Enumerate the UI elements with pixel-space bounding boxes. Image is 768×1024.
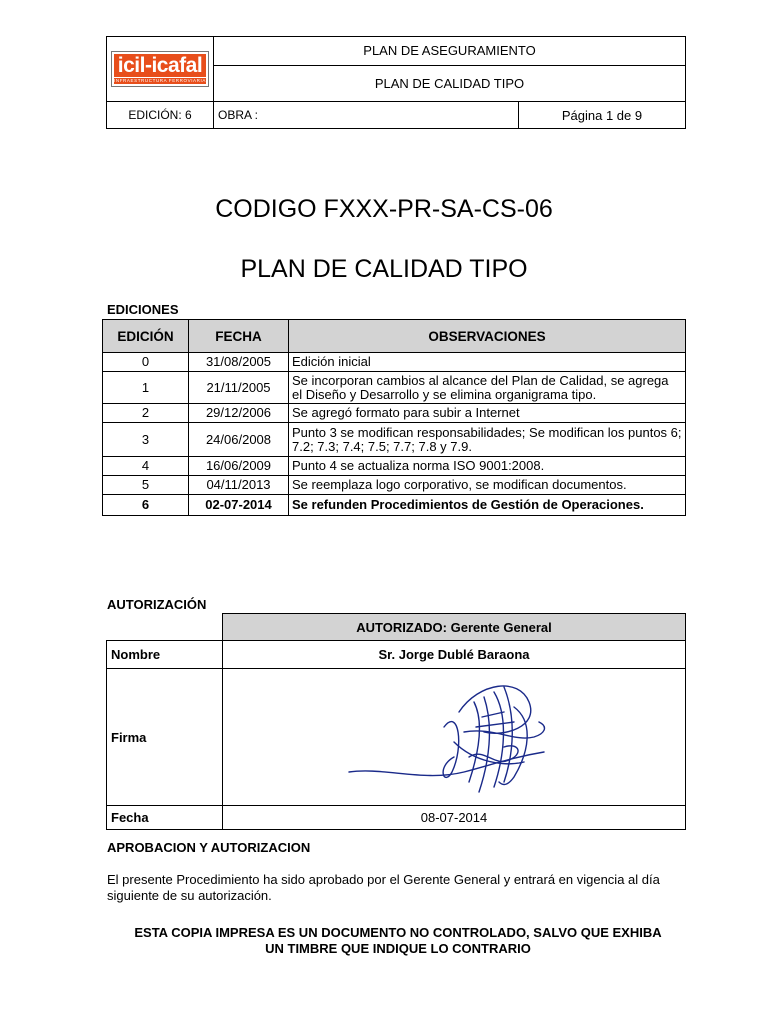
name-label: Nombre	[107, 641, 223, 669]
table-row	[103, 457, 686, 476]
authorization-date: 08-07-2014	[223, 806, 686, 830]
notice-line: UN TIMBRE QUE INDIQUE LO CONTRARIO	[265, 941, 531, 956]
edition-observation: Se refunden Procedimientos de Gestión de Operaciones.	[289, 495, 686, 516]
edition-number: 2	[103, 404, 189, 423]
edition-observation: Punto 3 se modifican responsabilidades; Se modifican los puntos 6; 7.2; 7.3; 7.4; 7.5; 7.7; 7.8 y 7.9.	[289, 423, 686, 457]
document-title: PLAN DE CALIDAD TIPO	[240, 255, 528, 283]
edition-date: 21/11/2005	[189, 372, 289, 404]
table-row	[103, 404, 686, 423]
edition-observation: Se reemplaza logo corporativo, se modifican documentos.	[289, 476, 686, 495]
page-number: Página 1 de 9	[519, 102, 686, 129]
edition-number: 3	[103, 423, 189, 457]
handwritten-signature	[344, 672, 564, 802]
approval-text: El presente Procedimiento ha sido aprobado por el Gerente General y entrará en vigencia al día siguiente de su autorización.	[107, 872, 660, 903]
editions-label: EDICIONES	[107, 302, 179, 317]
edition-date: 29/12/2006	[189, 404, 289, 423]
edition-observation: Se incorporan cambios al alcance del Plan de Calidad, se agrega el Diseño y Desarrollo y se elimina organigrama tipo.	[289, 372, 686, 404]
authorization-label: AUTORIZACIÓN	[107, 597, 207, 612]
col-header-observations: OBSERVACIONES	[289, 320, 686, 353]
editions-table	[102, 319, 686, 516]
edition-date: 16/06/2009	[189, 457, 289, 476]
col-header-edition: EDICIÓN	[103, 320, 189, 353]
signature-cell	[223, 669, 686, 806]
logo-subtitle: INFRAESTRUCTURA FERROVIARIA	[114, 78, 206, 83]
table-row	[103, 372, 686, 404]
empty-cell	[107, 614, 223, 641]
edition-cell: EDICIÓN: 6	[107, 102, 214, 129]
table-row	[103, 353, 686, 372]
edition-number: 4	[103, 457, 189, 476]
table-row	[103, 476, 686, 495]
edition-date: 02-07-2014	[189, 495, 289, 516]
notice-line: ESTA COPIA IMPRESA ES UN DOCUMENTO NO CONTROLADO, SALVO QUE EXHIBA	[134, 925, 662, 940]
company-logo	[111, 51, 209, 87]
logo-cell	[107, 37, 214, 102]
edition-observation: Edición inicial	[289, 353, 686, 372]
plan-subtitle: PLAN DE CALIDAD TIPO	[214, 65, 686, 101]
edition-number: 5	[103, 476, 189, 495]
approval-heading: APROBACION Y AUTORIZACION	[107, 840, 311, 855]
signer-name: Sr. Jorge Dublé Baraona	[223, 641, 686, 669]
uncontrolled-copy-notice	[100, 925, 696, 957]
edition-observation: Se agregó formato para subir a Internet	[289, 404, 686, 423]
edition-date: 04/11/2013	[189, 476, 289, 495]
edition-number: 1	[103, 372, 189, 404]
authorized-by: AUTORIZADO: Gerente General	[223, 614, 686, 641]
authorization-table	[106, 613, 686, 830]
signature-label: Firma	[107, 669, 223, 806]
plan-title: PLAN DE ASEGURAMIENTO	[214, 37, 686, 66]
document-header	[106, 36, 686, 129]
edition-number: 6	[103, 495, 189, 516]
table-row	[103, 423, 686, 457]
logo-text: icil-icafal	[114, 54, 206, 77]
edition-date: 24/06/2008	[189, 423, 289, 457]
col-header-date: FECHA	[189, 320, 289, 353]
editions-header-row	[103, 320, 686, 353]
edition-number: 0	[103, 353, 189, 372]
document-code: CODIGO FXXX-PR-SA-CS-06	[215, 195, 553, 223]
table-row	[103, 495, 686, 516]
edition-observation: Punto 4 se actualiza norma ISO 9001:2008.	[289, 457, 686, 476]
edition-date: 31/08/2005	[189, 353, 289, 372]
obra-cell: OBRA :	[214, 102, 519, 129]
date-label: Fecha	[107, 806, 223, 830]
